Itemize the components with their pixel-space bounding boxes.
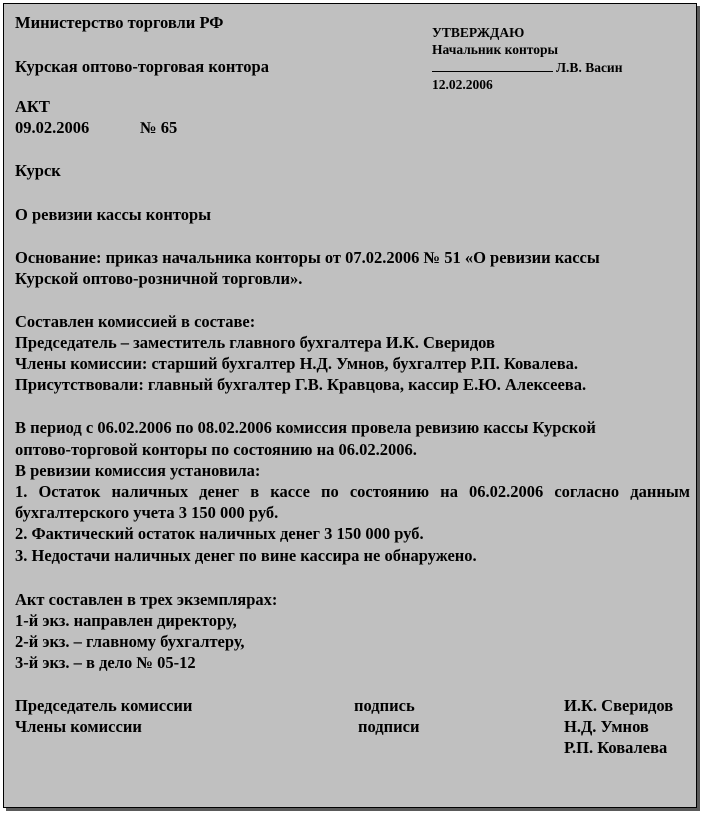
- signature-line: [432, 58, 553, 72]
- copy-1: 1-й экз. направлен директору,: [15, 611, 237, 630]
- copy-3: 3-й экз. – в дело № 05-12: [15, 653, 196, 672]
- approval-date: 12.02.2006: [432, 77, 493, 92]
- approval-signer: Л.В. Васин: [556, 60, 623, 75]
- commission-present: Присутствовали: главный бухгалтер Г.В. Кравцова, кассир Е.Ю. Алексеева.: [15, 375, 587, 394]
- period-line-2: оптово-торговой конторы по состоянию на 06.02.2006.: [15, 440, 417, 459]
- document-sheet: [3, 3, 697, 808]
- basis-line-2: Курской оптово-розничной торговли».: [15, 269, 303, 288]
- commission-members: Члены комиссии: старший бухгалтер Н.Д. Умнов, бухгалтер Р.П. Ковалева.: [15, 354, 579, 373]
- approval-signature-line: [432, 58, 623, 76]
- findings-intro: В ревизии комиссия установила:: [15, 461, 261, 480]
- finding-3: 3. Недостачи наличных денег по вине кассира не обнаружено.: [15, 546, 477, 565]
- approval-position: Начальник конторы: [432, 42, 558, 57]
- commission-chair: Председатель – заместитель главного бухгалтера И.К. Сверидов: [15, 333, 495, 352]
- ministry-name: Министерство торговли РФ: [15, 13, 224, 32]
- approval-title: УТВЕРЖДАЮ: [432, 25, 525, 40]
- commission-intro: Составлен комиссией в составе:: [15, 312, 256, 331]
- document-subject: О ревизии кассы конторы: [15, 205, 212, 224]
- member-1-name: Н.Д. Умнов: [564, 717, 649, 736]
- finding-1-line-2: бухгалтерского учета 3 150 000 руб.: [15, 503, 279, 522]
- members-label: Члены комиссии: [15, 717, 142, 736]
- member-2-name: Р.П. Ковалева: [564, 738, 668, 757]
- copies-intro: Акт составлен в трех экземплярах:: [15, 590, 278, 609]
- organization-name: Курская оптово-торговая контора: [15, 57, 269, 76]
- members-signature: подписи: [358, 717, 420, 736]
- document-place: Курск: [15, 161, 61, 180]
- document-date: 09.02.2006: [15, 118, 90, 137]
- document-number: № 65: [140, 118, 178, 137]
- chair-name: И.К. Сверидов: [564, 696, 674, 715]
- basis-line-1: Основание: приказ начальника конторы от 07.02.2006 № 51 «О ревизии кассы: [15, 248, 600, 267]
- finding-2: 2. Фактический остаток наличных денег 3 150 000 руб.: [15, 524, 424, 543]
- period-line-1: В период с 06.02.2006 по 08.02.2006 комиссия провела ревизию кассы Курской: [15, 418, 596, 437]
- document-type: АКТ: [15, 97, 50, 116]
- chair-signature: подпись: [354, 696, 415, 715]
- chair-label: Председатель комиссии: [15, 696, 193, 715]
- finding-1-line-1: 1. Остаток наличных денег в кассе по состоянию на 06.02.2006 согласно данным: [15, 482, 690, 501]
- copy-2: 2-й экз. – главному бухгалтеру,: [15, 632, 245, 651]
